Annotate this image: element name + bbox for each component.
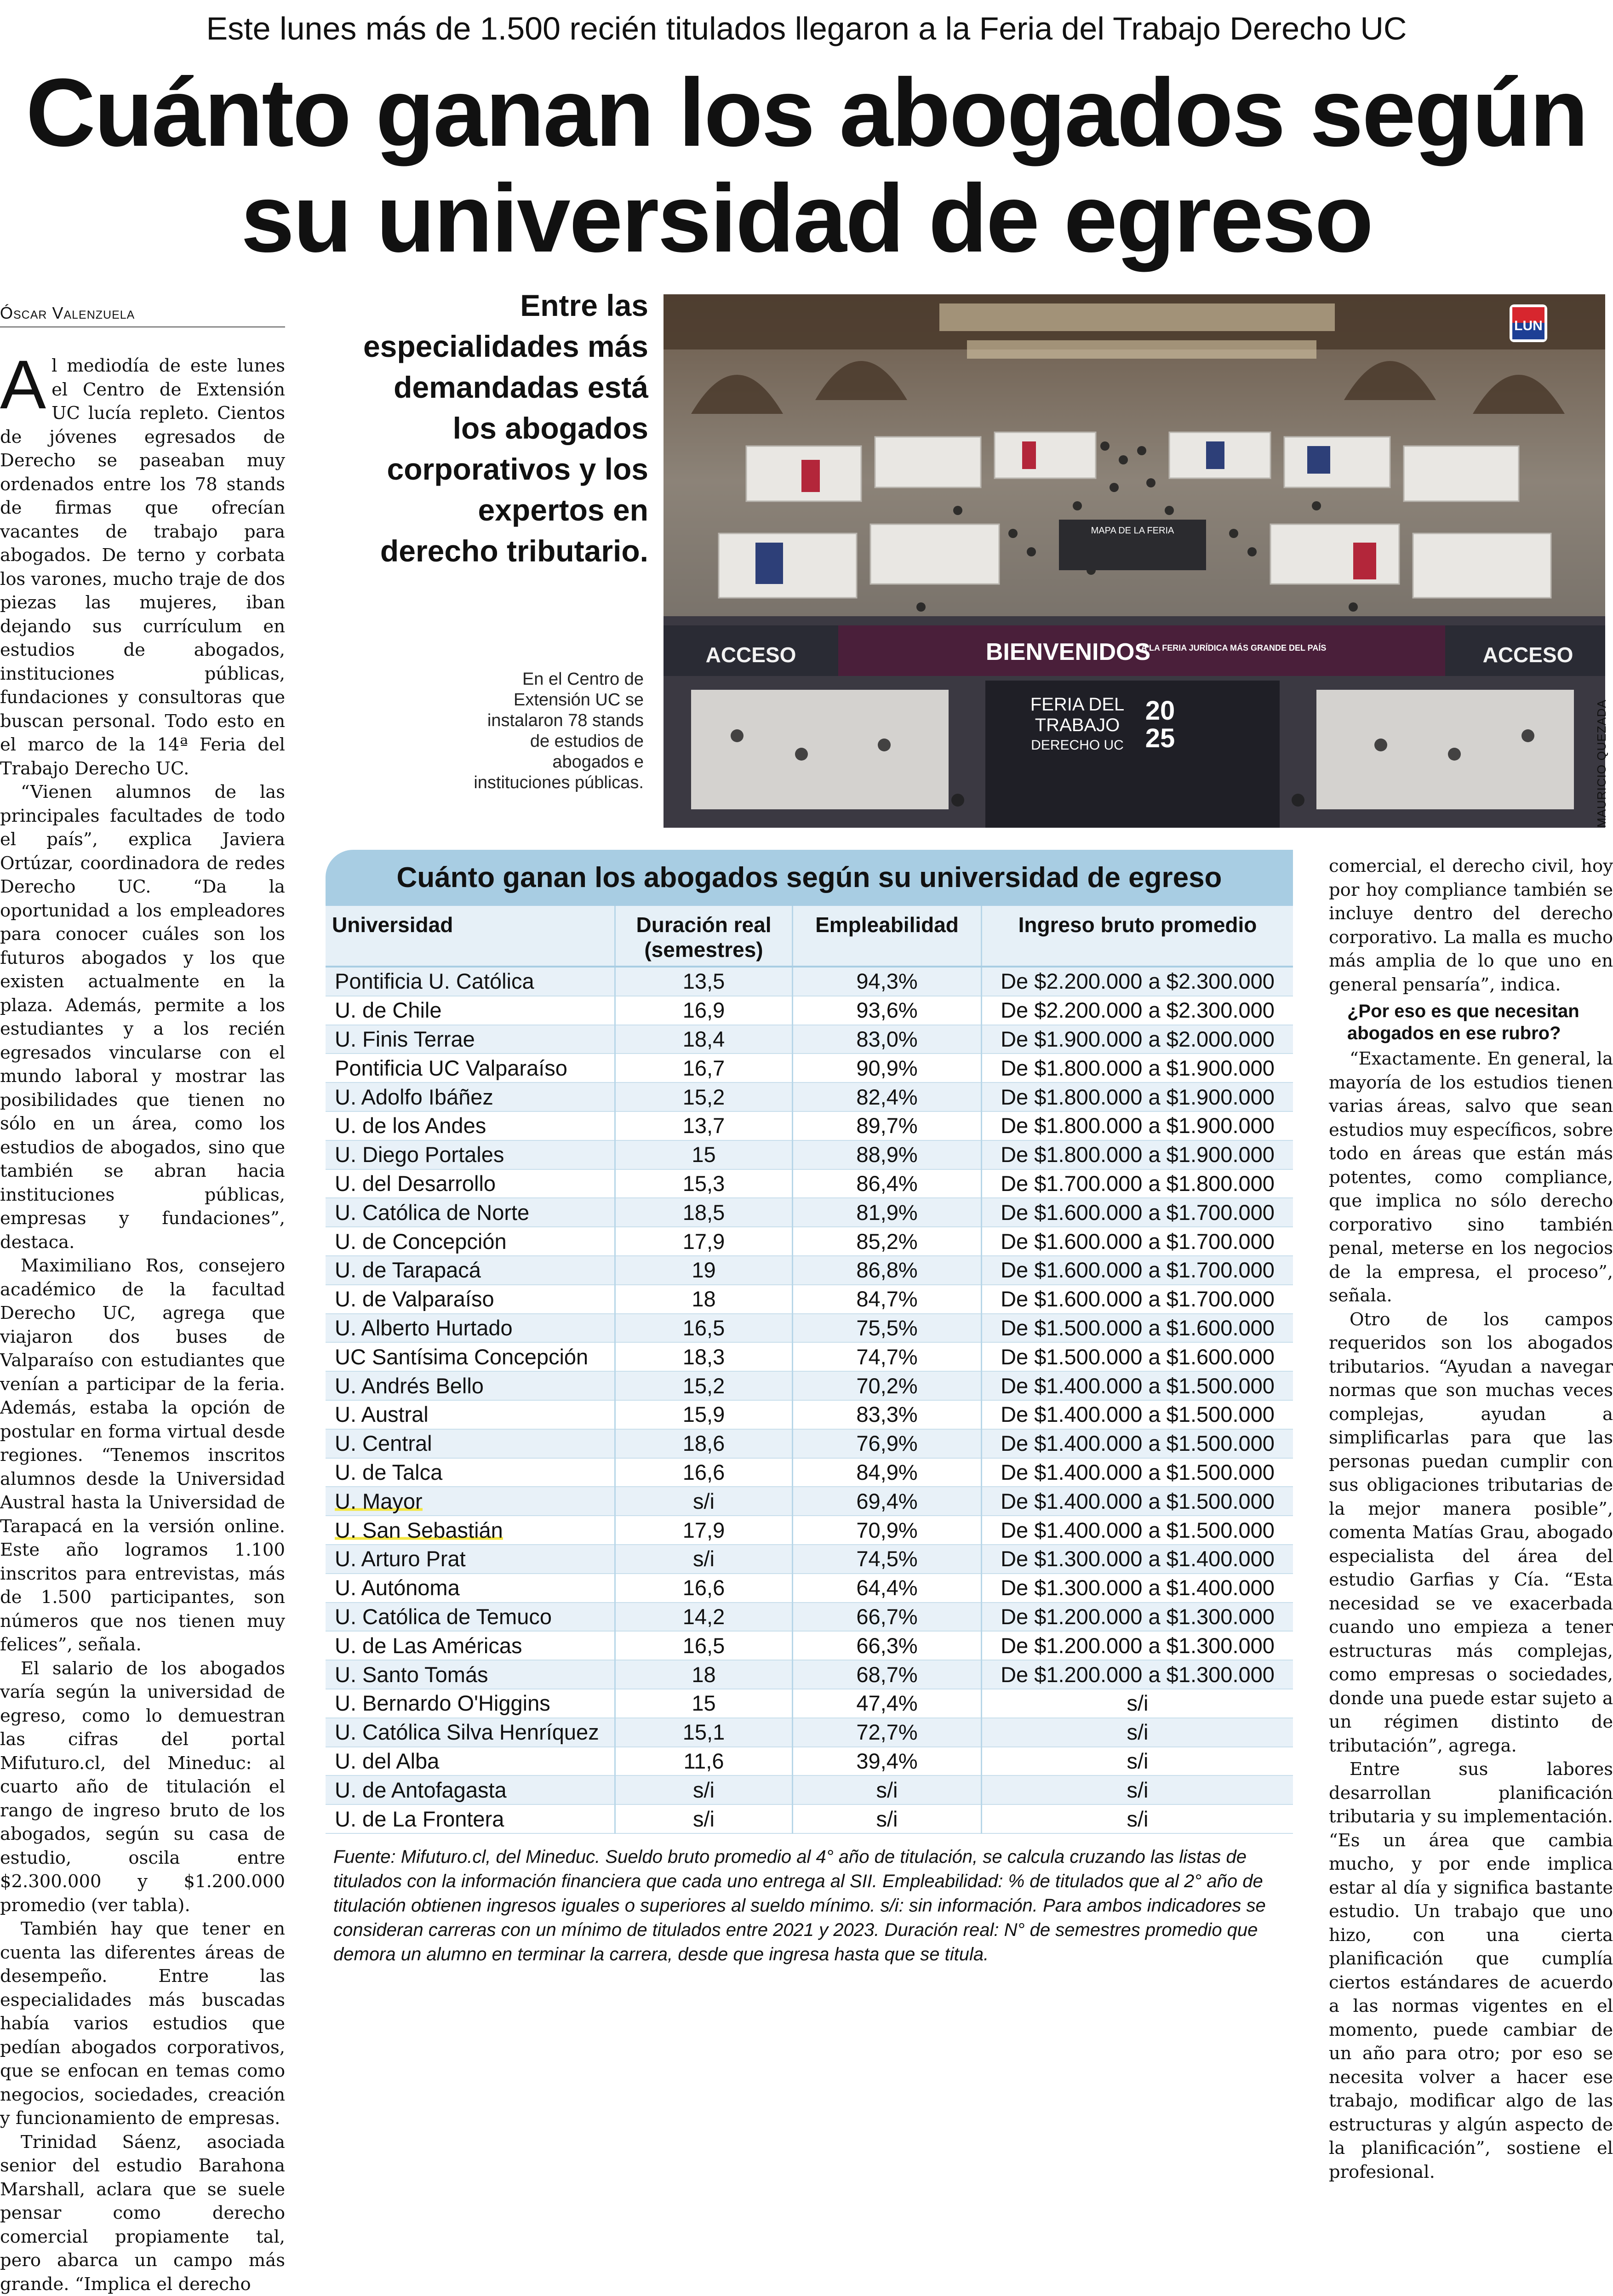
- table-row: [326, 1054, 1293, 1082]
- table-row: [326, 1574, 1293, 1603]
- cell-ingreso: De $1.600.000 a $1.700.000: [982, 1198, 1293, 1227]
- cell-ingreso: De $1.600.000 a $1.700.000: [982, 1227, 1293, 1256]
- cell-universidad: Pontificia UC Valparaíso: [326, 1054, 615, 1082]
- cell-ingreso: De $2.200.000 a $2.300.000: [982, 996, 1293, 1025]
- cell-ingreso: De $1.400.000 a $1.500.000: [982, 1458, 1293, 1487]
- cell-empleabilidad: 88,9%: [793, 1140, 982, 1169]
- cell-duracion: 15,3: [615, 1169, 793, 1198]
- cell-empleabilidad: 66,7%: [793, 1603, 982, 1632]
- cell-universidad: U. Santo Tomás: [326, 1660, 615, 1689]
- cell-empleabilidad: 93,6%: [793, 996, 982, 1025]
- cell-ingreso: De $1.500.000 a $1.600.000: [982, 1342, 1293, 1371]
- cell-ingreso: De $1.400.000 a $1.500.000: [982, 1371, 1293, 1400]
- access-sign-right: ACCESO: [1483, 643, 1573, 667]
- cell-duracion: s/i: [615, 1775, 793, 1804]
- cell-empleabilidad: 84,7%: [793, 1285, 982, 1314]
- kicker: Este lunes más de 1.500 recién titulados llegaron a la Feria del Trabajo Derecho UC: [0, 10, 1613, 47]
- cell-universidad: UC Santísima Concepción: [326, 1342, 615, 1371]
- table-row: [326, 996, 1293, 1025]
- paragraph: Entre sus labores desarrollan planificación tributaria y su implementación. “Es un área que cambia mucho, y por ende implica estar al día y significa bastante estudio. Un trabajo que uno hizo, con una cierta planificación que cumplía ciertos estándares de acuerdo a las normas vigentes en el momento, puede cambiar de un año para otro; por eso se necesita volver a hacer ese trabajo, modificar algo de las estructuras y algún aspecto de la planificación”, sostiene el profesional.: [1329, 1758, 1613, 2184]
- table-row: [326, 1111, 1293, 1140]
- table-row: [326, 1516, 1293, 1545]
- cell-duracion: 18,6: [615, 1429, 793, 1458]
- cell-empleabilidad: 68,7%: [793, 1660, 982, 1689]
- cell-ingreso: De $1.700.000 a $1.800.000: [982, 1169, 1293, 1198]
- photo-illustration: [664, 294, 1605, 828]
- cell-universidad: U. Arturo Prat: [326, 1545, 615, 1574]
- cell-universidad: U. de Antofagasta: [326, 1775, 615, 1804]
- cell-empleabilidad: s/i: [793, 1775, 982, 1804]
- question-heading: ¿Por eso es que necesitan abogados en ese rubro?: [1329, 1000, 1613, 1044]
- cell-universidad: U. Católica de Norte: [326, 1198, 615, 1227]
- cell-empleabilidad: 81,9%: [793, 1198, 982, 1227]
- cell-universidad: U. del Desarrollo: [326, 1169, 615, 1198]
- cell-ingreso: s/i: [982, 1689, 1293, 1718]
- highlighted-university: U. San Sebastián: [335, 1518, 503, 1542]
- column-header-duracion: Duración real (semestres): [615, 906, 793, 967]
- cell-universidad: U. Finis Terrae: [326, 1025, 615, 1054]
- cell-universidad: U. Andrés Bello: [326, 1371, 615, 1400]
- article-left-column: [0, 354, 285, 2296]
- fair-photo: [664, 294, 1605, 828]
- cell-empleabilidad: 90,9%: [793, 1054, 982, 1082]
- fair-title-line-1: FERIA DEL: [1030, 694, 1125, 715]
- cell-ingreso: De $1.300.000 a $1.400.000: [982, 1545, 1293, 1574]
- cell-ingreso: De $1.900.000 a $2.000.000: [982, 1025, 1293, 1054]
- table-row: [326, 1400, 1293, 1429]
- cell-duracion: 13,5: [615, 967, 793, 996]
- cell-universidad: U. de los Andes: [326, 1111, 615, 1140]
- cell-universidad: U. Alberto Hurtado: [326, 1314, 615, 1343]
- cell-universidad: U. de Las Américas: [326, 1631, 615, 1660]
- cell-duracion: 15: [615, 1689, 793, 1718]
- cell-ingreso: De $1.400.000 a $1.500.000: [982, 1516, 1293, 1545]
- column-header-ingreso: Ingreso bruto promedio: [982, 906, 1293, 967]
- cell-duracion: 18: [615, 1285, 793, 1314]
- cell-empleabilidad: 89,7%: [793, 1111, 982, 1140]
- welcome-subtitle: A LA FERIA JURÍDICA MÁS GRANDE DEL PAÍS: [1141, 643, 1327, 653]
- table-row: [326, 1082, 1293, 1111]
- cell-universidad: U. del Alba: [326, 1747, 615, 1776]
- table-row: [326, 1256, 1293, 1285]
- photo-credit-text: MAURICIO QUEZADA: [1595, 699, 1609, 828]
- paragraph: También hay que tener en cuenta las diferentes áreas de desempeño. Entre las especialidades más buscadas había varios estudios que pedían abogados corporativos, que se enfocan en temas como negocios, sociedades, creación y funcionamiento de empresas.: [0, 1917, 285, 2130]
- cell-empleabilidad: 94,3%: [793, 967, 982, 996]
- cell-empleabilidad: 47,4%: [793, 1689, 982, 1718]
- paragraph: Al mediodía de este lunes el Centro de Extensión UC lucía repleto. Cientos de jóvenes egresados de Derecho se paseaban muy ordenados entre los 78 stands de firmas que ofrecían vacantes de trabajo para abogados. De terno y corbata los varones, mucho traje de dos piezas las mujeres, iban dejando sus currículum en estudios de abogados, instituciones públicas, fundaciones y consultoras que buscan personal. Todo esto en el marco de la 14ª Feria del Trabajo Derecho UC.: [0, 354, 285, 780]
- table-row: [326, 1487, 1293, 1516]
- table-footnote: Fuente: Mifuturo.cl, del Mineduc. Sueldo bruto promedio al 4° año de titulación, se calcula cruzando las listas de titulados con la información financiera que cada uno entrega al SII. Empleabilidad: % de titulados que al 2° año de titulación obtienen ingresos iguales o superiores al sueldo mínimo. s/i: sin información. Para ambos indicadores se consideran carreras con un mínimo de titulados entre 2021 y 2023. Duración real: N° de semestres promedio que demora un alumno en terminar la carrera, desde que ingresa hasta que se titula.: [333, 1845, 1285, 1967]
- table-row: [326, 1660, 1293, 1689]
- table-row: [326, 1314, 1293, 1343]
- cell-empleabilidad: 86,4%: [793, 1169, 982, 1198]
- cell-universidad: U. Adolfo Ibáñez: [326, 1082, 615, 1111]
- cell-empleabilidad: 84,9%: [793, 1458, 982, 1487]
- table-row: [326, 1285, 1293, 1314]
- cell-ingreso: De $1.600.000 a $1.700.000: [982, 1256, 1293, 1285]
- fair-year-bottom: 25: [1145, 723, 1175, 753]
- cell-ingreso: De $1.800.000 a $1.900.000: [982, 1082, 1293, 1111]
- cell-ingreso: De $2.200.000 a $2.300.000: [982, 967, 1293, 996]
- cell-duracion: 19: [615, 1256, 793, 1285]
- cell-empleabilidad: 72,7%: [793, 1718, 982, 1747]
- headline-line-2: su universidad de egreso: [0, 166, 1613, 271]
- cell-universidad: [326, 1516, 615, 1545]
- column-header-universidad: Universidad: [326, 906, 615, 967]
- cell-universidad: U. de Chile: [326, 996, 615, 1025]
- cell-duracion: 11,6: [615, 1747, 793, 1776]
- cell-ingreso: s/i: [982, 1747, 1293, 1776]
- cell-empleabilidad: 83,3%: [793, 1400, 982, 1429]
- cell-duracion: s/i: [615, 1804, 793, 1833]
- table-row: [326, 1747, 1293, 1776]
- table-row: [326, 1227, 1293, 1256]
- access-sign-left: ACCESO: [706, 643, 796, 667]
- cell-duracion: 13,7: [615, 1111, 793, 1140]
- cell-empleabilidad: 64,4%: [793, 1574, 982, 1603]
- table-row: [326, 1804, 1293, 1833]
- cell-duracion: 17,9: [615, 1227, 793, 1256]
- cell-empleabilidad: 85,2%: [793, 1227, 982, 1256]
- cell-ingreso: De $1.400.000 a $1.500.000: [982, 1487, 1293, 1516]
- table-row: [326, 1169, 1293, 1198]
- cell-empleabilidad: 83,0%: [793, 1025, 982, 1054]
- paragraph: Maximiliano Ros, consejero académico de la facultad Derecho UC, agrega que viajaron dos buses de Valparaíso con estudiantes que venían a participar de la feria. Además, estaba la opción de postular en forma virtual desde regiones. “Tenemos inscritos alumnos desde la Universidad Austral hasta la Universidad de Tarapacá en la versión online. Este año logramos 1.100 inscritos para entrevistas, más de 1.500 participantes, son números que nos tienen muy felices”, señala.: [0, 1254, 285, 1657]
- table-row: [326, 1545, 1293, 1574]
- welcome-sign: BIENVENIDOS: [986, 639, 1150, 665]
- cell-duracion: 18,4: [615, 1025, 793, 1054]
- cell-empleabilidad: 70,9%: [793, 1516, 982, 1545]
- table-row: [326, 1775, 1293, 1804]
- table-row: [326, 1140, 1293, 1169]
- column-header-empleabilidad: Empleabilidad: [793, 906, 982, 967]
- table-row: [326, 1371, 1293, 1400]
- cell-duracion: 14,2: [615, 1603, 793, 1632]
- cell-ingreso: s/i: [982, 1804, 1293, 1833]
- cell-ingreso: De $1.200.000 a $1.300.000: [982, 1631, 1293, 1660]
- fair-year-top: 20: [1145, 696, 1175, 726]
- cell-duracion: 18,5: [615, 1198, 793, 1227]
- cell-ingreso: De $1.400.000 a $1.500.000: [982, 1429, 1293, 1458]
- cell-empleabilidad: 69,4%: [793, 1487, 982, 1516]
- cell-duracion: 17,9: [615, 1516, 793, 1545]
- cell-duracion: 16,5: [615, 1631, 793, 1660]
- cell-duracion: 15,1: [615, 1718, 793, 1747]
- cell-universidad: U. Bernardo O'Higgins: [326, 1689, 615, 1718]
- cell-empleabilidad: 76,9%: [793, 1429, 982, 1458]
- cell-duracion: 16,6: [615, 1574, 793, 1603]
- cell-duracion: 16,5: [615, 1314, 793, 1343]
- cell-duracion: 16,9: [615, 996, 793, 1025]
- cell-empleabilidad: 74,5%: [793, 1545, 982, 1574]
- photo-caption: En el Centro de Extensión UC se instalaron 78 stands de estudios de abogados e instituciones públicas.: [474, 669, 644, 793]
- cell-ingreso: De $1.200.000 a $1.300.000: [982, 1660, 1293, 1689]
- cell-ingreso: s/i: [982, 1775, 1293, 1804]
- paragraph: Otro de los campos requeridos son los abogados tributarios. “Ayudan a navegar normas que son muchas veces complejas, ayudan a simplificarlas para que las personas puedan cumplir con sus obligaciones tributarias de la mejor manera posible”, comenta Matías Grau, abogado especialista del área del estudio Garfias y Cía. “Esta necesidad se ve exacerbada cuando uno empieza a tener estructuras más complejas, como empresas o sociedades, donde una puede estar sujeto a un régimen distinto de tributación”, agrega.: [1329, 1308, 1613, 1758]
- cell-empleabilidad: 74,7%: [793, 1342, 982, 1371]
- salary-table: [326, 906, 1293, 1834]
- cell-universidad: U. Católica de Temuco: [326, 1603, 615, 1632]
- cell-duracion: 16,7: [615, 1054, 793, 1082]
- cell-universidad: U. Autónoma: [326, 1574, 615, 1603]
- cell-duracion: 15: [615, 1140, 793, 1169]
- cell-ingreso: De $1.600.000 a $1.700.000: [982, 1285, 1293, 1314]
- cell-empleabilidad: 86,8%: [793, 1256, 982, 1285]
- pull-quote: Entre las especialidades más demandadas está los abogados corporativos y los expertos en derecho tributario.: [354, 285, 648, 572]
- cell-universidad: U. Austral: [326, 1400, 615, 1429]
- table-title: Cuánto ganan los abogados según su universidad de egreso: [326, 850, 1293, 906]
- cell-ingreso: De $1.200.000 a $1.300.000: [982, 1603, 1293, 1632]
- cell-ingreso: De $1.800.000 a $1.900.000: [982, 1054, 1293, 1082]
- paragraph: “Vienen alumnos de las principales facultades de todo el país”, explica Javiera Ortúzar, coordinadora de redes Derecho UC. “Da la oportunidad a los empleadores para conocer cuáles son los futuros abogados y los que existen actualmente en la plaza. Además, permite a los estudiantes y a los recién egresados vincularse con el mundo laboral y mostrar las posibilidades que tienen no sólo en un área, como los estudios de abogados, sino que también se abran hacia instituciones públicas, empresas y fundaciones”, destaca.: [0, 780, 285, 1254]
- cell-universidad: U. de La Frontera: [326, 1804, 615, 1833]
- table-row: [326, 1718, 1293, 1747]
- paragraph: comercial, el derecho civil, hoy por hoy compliance también se incluye dentro del derecho corporativo. La malla es mucho más amplia de lo que uno en general pensaría”, indica.: [1329, 854, 1613, 996]
- cell-ingreso: De $1.800.000 a $1.900.000: [982, 1111, 1293, 1140]
- drop-cap: A: [0, 357, 51, 412]
- salary-table-box: [326, 850, 1293, 1834]
- table-row: [326, 1631, 1293, 1660]
- cell-duracion: 15,2: [615, 1371, 793, 1400]
- cell-duracion: s/i: [615, 1487, 793, 1516]
- table-row: [326, 1603, 1293, 1632]
- table-row: [326, 1342, 1293, 1371]
- fair-title-line-2: TRABAJO: [1035, 715, 1120, 735]
- cell-universidad: U. de Tarapacá: [326, 1256, 615, 1285]
- highlighted-university: U. Mayor: [335, 1489, 423, 1513]
- cell-universidad: U. Diego Portales: [326, 1140, 615, 1169]
- paragraph: El salario de los abogados varía según la universidad de egreso, como lo demuestran las cifras del portal Mifuturo.cl, del Mineduc: al cuarto año de titulación el rango de ingreso bruto de los abogados, según su casa de estudio, oscila entre $2.300.000 y $1.200.000 promedio (ver tabla).: [0, 1657, 285, 1918]
- cell-ingreso: s/i: [982, 1718, 1293, 1747]
- map-sign: MAPA DE LA FERIA: [1091, 526, 1174, 536]
- table-row: [326, 1458, 1293, 1487]
- lun-badge: [1510, 304, 1547, 342]
- cell-duracion: 16,6: [615, 1458, 793, 1487]
- table-body: [326, 967, 1293, 1833]
- paragraph: “Exactamente. En general, la mayoría de los estudios tienen varias áreas, salvo que sean estudios muy específicos, sobre todo en áreas que están más potentes, como compliance, que implica no sólo derecho corporativo sino también penal, meterse en los negocios de la empresa, el proceso”, señala.: [1329, 1047, 1613, 1308]
- cell-duracion: 15,9: [615, 1400, 793, 1429]
- cell-empleabilidad: 82,4%: [793, 1082, 982, 1111]
- cell-duracion: 18,3: [615, 1342, 793, 1371]
- cell-duracion: s/i: [615, 1545, 793, 1574]
- paragraph: Trinidad Sáenz, asociada senior del estudio Barahona Marshall, aclara que se suele pensar como derecho comercial propiamente tal, pero abarca un campo más grande. “Implica el derecho: [0, 2130, 285, 2296]
- cell-universidad: U. de Talca: [326, 1458, 615, 1487]
- cell-ingreso: De $1.500.000 a $1.600.000: [982, 1314, 1293, 1343]
- cell-empleabilidad: 39,4%: [793, 1747, 982, 1776]
- cell-empleabilidad: 75,5%: [793, 1314, 982, 1343]
- cell-ingreso: De $1.400.000 a $1.500.000: [982, 1400, 1293, 1429]
- cell-ingreso: De $1.300.000 a $1.400.000: [982, 1574, 1293, 1603]
- cell-empleabilidad: s/i: [793, 1804, 982, 1833]
- photo-credit: [1594, 704, 1612, 828]
- cell-ingreso: De $1.800.000 a $1.900.000: [982, 1140, 1293, 1169]
- table-row: [326, 1025, 1293, 1054]
- headline: [0, 60, 1613, 271]
- table-row: [326, 1198, 1293, 1227]
- cell-universidad: U. de Concepción: [326, 1227, 615, 1256]
- cell-universidad: [326, 1487, 615, 1516]
- lun-badge-text: LUN: [1514, 318, 1543, 333]
- table-row: [326, 1689, 1293, 1718]
- cell-empleabilidad: 70,2%: [793, 1371, 982, 1400]
- cell-universidad: U. de Valparaíso: [326, 1285, 615, 1314]
- cell-duracion: 18: [615, 1660, 793, 1689]
- cell-empleabilidad: 66,3%: [793, 1631, 982, 1660]
- table-row: [326, 967, 1293, 996]
- cell-universidad: U. Católica Silva Henríquez: [326, 1718, 615, 1747]
- headline-line-1: Cuánto ganan los abogados según: [0, 60, 1613, 166]
- cell-duracion: 15,2: [615, 1082, 793, 1111]
- table-row: [326, 1429, 1293, 1458]
- article-right-column: [1329, 854, 1613, 2184]
- cell-universidad: U. Central: [326, 1429, 615, 1458]
- fair-title-line-3: DERECHO UC: [1031, 738, 1124, 753]
- byline: Óscar Valenzuela: [0, 303, 285, 327]
- table-header-row: [326, 906, 1293, 967]
- cell-universidad: Pontificia U. Católica: [326, 967, 615, 996]
